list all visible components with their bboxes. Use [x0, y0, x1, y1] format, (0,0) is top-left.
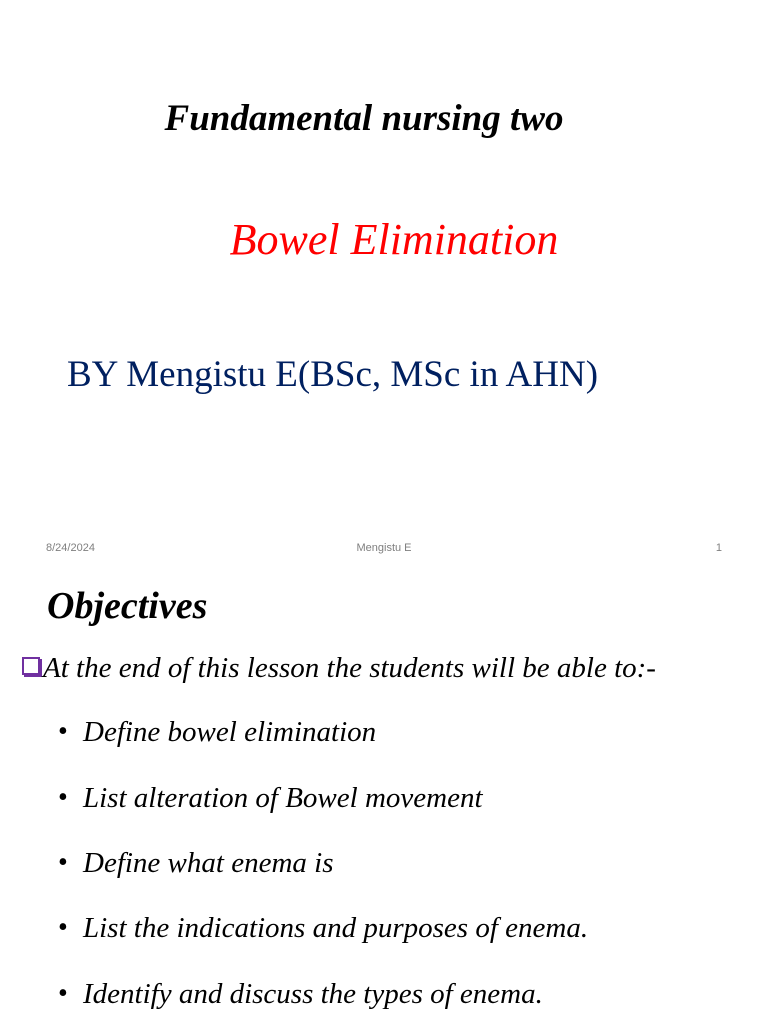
- objective-text: Identify and discuss the types of enema.: [83, 978, 543, 1010]
- bullet-icon: •: [58, 978, 68, 1009]
- objective-item: [58, 974, 543, 1014]
- objective-item: [58, 712, 376, 752]
- objective-item: [58, 778, 483, 818]
- author-line: BY Mengistu E(BSc, MSc in AHN): [67, 354, 599, 395]
- footer-date: 8/24/2024: [46, 542, 95, 554]
- objective-text: List the indications and purposes of enema.: [83, 912, 589, 944]
- objectives-intro-text: At the end of this lesson the students will be able to:-: [43, 652, 656, 684]
- bullet-icon: •: [58, 912, 68, 943]
- bullet-icon: •: [58, 716, 68, 747]
- footer-author: Mengistu E: [356, 542, 412, 554]
- objectives-heading: Objectives: [47, 585, 208, 627]
- footer-page-number: 1: [715, 542, 722, 554]
- lecture-title: Bowel Elimination: [229, 215, 559, 264]
- objective-text: List alteration of Bowel movement: [83, 782, 483, 814]
- objective-text: Define what enema is: [83, 847, 334, 879]
- course-title: Fundamental nursing two: [164, 98, 564, 139]
- bullet-icon: •: [58, 782, 68, 813]
- bullet-icon: •: [58, 847, 68, 878]
- objective-item: [58, 843, 333, 883]
- objectives-intro: [22, 648, 656, 688]
- checkbox-icon: [22, 657, 40, 675]
- objective-item: [58, 908, 588, 948]
- objective-text: Define bowel elimination: [83, 716, 377, 748]
